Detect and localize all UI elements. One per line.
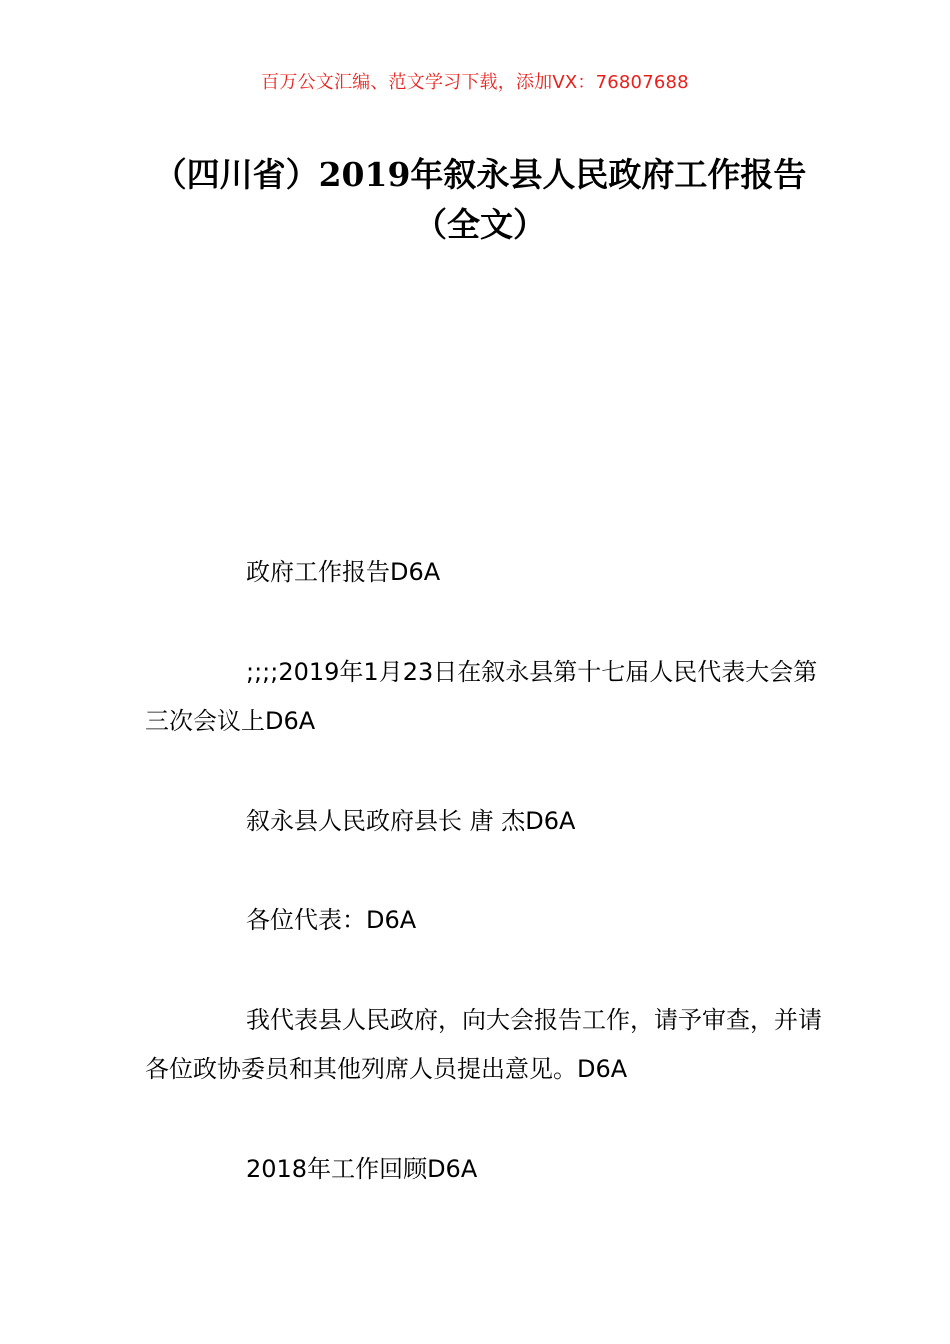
paragraph-meeting-date: ;;;;2019年1月23日在叙永县第十七届人民代表大会第三次会议上D6A: [145, 658, 818, 735]
document-title: （四川省）2019年叙永县人民政府工作报告（全文）: [153, 155, 807, 244]
paragraph-section-review: 2018年工作回顾D6A: [246, 1155, 478, 1183]
paragraph-intro: 我代表县人民政府，向大会报告工作，请予审查，并请各位政协委员和其他列席人员提出意见。D6A: [145, 1006, 822, 1083]
paragraph-report-heading: 政府工作报告D6A: [246, 558, 441, 586]
promo-header: 百万公文汇编、范文学习下载，添加VX：76807688: [261, 72, 689, 93]
paragraph-speaker: 叙永县人民政府县长 唐 杰D6A: [246, 807, 576, 835]
paragraph-salutation: 各位代表：D6A: [246, 906, 417, 934]
